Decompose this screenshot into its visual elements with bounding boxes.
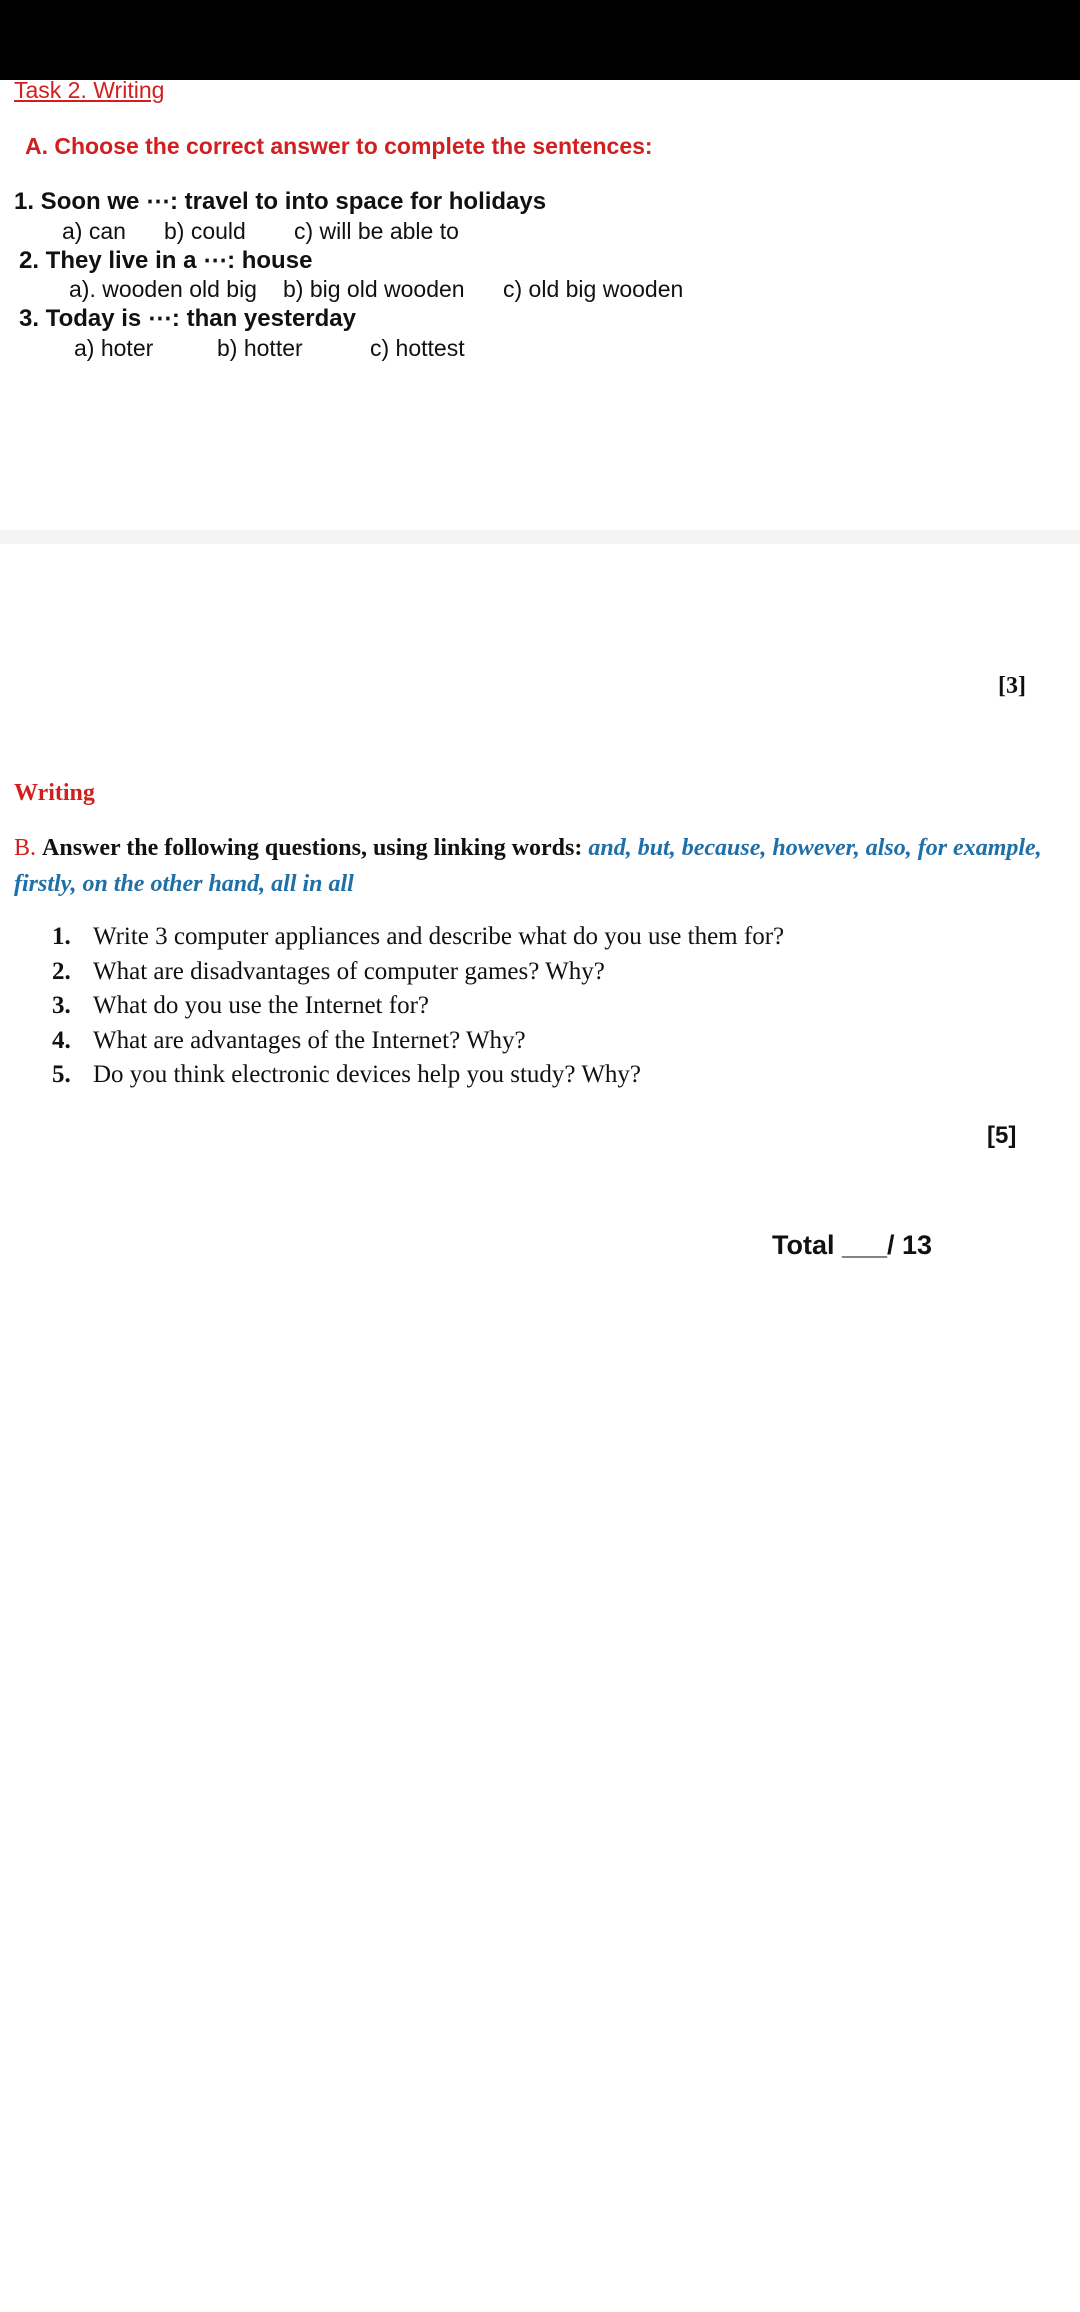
option-3c: c) hottest <box>370 335 465 361</box>
list-text: Write 3 computer appliances and describe what do you use them for? <box>93 923 785 950</box>
option-1b: b) could <box>164 218 246 244</box>
option-3a: a) hoter <box>74 335 154 361</box>
list-number: 5. <box>52 1061 71 1088</box>
list-item <box>52 1024 784 1059</box>
mark-section-a: [3] <box>998 673 1026 699</box>
list-text: What are advantages of the Internet? Why? <box>93 1026 526 1054</box>
section-b-questions <box>52 920 784 1093</box>
list-text: What are disadvantages of computer games? Why? <box>93 957 605 985</box>
total-score: Total ___/ 13 <box>772 1230 933 1260</box>
list-number: 2. <box>52 957 71 985</box>
list-number: 4. <box>52 1026 71 1054</box>
option-1a: a) can <box>62 218 126 244</box>
question-3: 3. Today is ⋯: than yesterday <box>19 305 356 332</box>
question-1: 1. Soon we ⋯: travel to into space for holidays <box>14 188 547 215</box>
question-2: 2. They live in a ⋯: house <box>19 247 313 274</box>
section-b-instruction-text: Answer the following questions, using linking words: <box>42 835 583 861</box>
list-text: Do you think electronic devices help you study? Why? <box>93 1061 642 1088</box>
top-black-bar <box>0 0 1080 80</box>
section-b-letter: B. <box>14 835 37 861</box>
list-item <box>52 989 784 1024</box>
linking-words: and, but, because, however, also, for example, firstly, on the other hand, all in all <box>14 835 1042 897</box>
list-item <box>52 920 784 955</box>
task-title: Task 2. Writing <box>14 77 165 103</box>
list-item <box>52 1058 784 1093</box>
option-2b: b) big old wooden <box>283 276 465 302</box>
option-1c: c) will be able to <box>294 218 459 244</box>
section-a-heading: A. Choose the correct answer to complete the sentences: <box>25 133 653 159</box>
list-number: 1. <box>52 923 71 950</box>
list-text: What do you use the Internet for? <box>93 992 429 1019</box>
list-item <box>52 955 784 990</box>
option-2a: a). wooden old big <box>69 276 257 302</box>
section-b-instruction <box>14 830 1054 902</box>
list-number: 3. <box>52 992 71 1019</box>
page-break <box>0 530 1080 544</box>
writing-heading: Writing <box>14 780 95 806</box>
mark-section-b: [5] <box>987 1122 1017 1149</box>
option-2c: c) old big wooden <box>503 276 684 302</box>
option-3b: b) hotter <box>217 335 303 361</box>
